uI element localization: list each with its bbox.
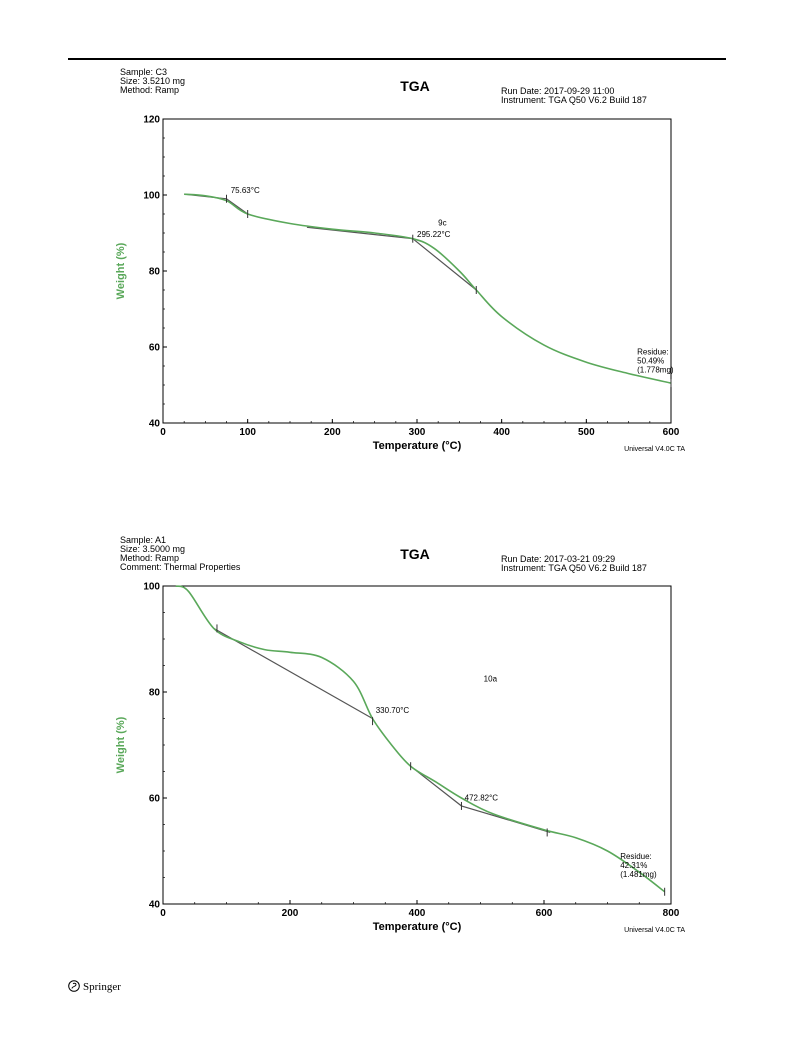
tga-chart-a1-svg — [108, 534, 690, 938]
footer — [68, 980, 121, 993]
header-left-line: Method: Ramp — [120, 553, 180, 563]
x-tick-label: 300 — [408, 427, 426, 438]
residue-label: 50.49% — [637, 356, 665, 366]
tga-chart-c3 — [108, 66, 690, 458]
x-tick-label: 0 — [160, 908, 166, 919]
x-tick-label: 400 — [408, 908, 426, 919]
y-axis-label: Weight (%) — [115, 242, 127, 300]
y-tick-label: 100 — [143, 581, 160, 593]
plot-frame — [163, 119, 671, 423]
y-tick-label: 100 — [143, 190, 160, 202]
y-tick-label: 80 — [148, 687, 160, 699]
chart-title: TGA — [400, 78, 430, 94]
annotation-label: 9c — [438, 218, 447, 228]
residue-label: (1.778mg) — [637, 365, 674, 375]
header-left-line: Method: Ramp — [120, 85, 180, 95]
top-rule — [68, 58, 726, 60]
tangent-line — [307, 227, 476, 290]
y-tick-label: 80 — [148, 266, 160, 278]
x-axis-label: Temperature (°C) — [372, 921, 462, 933]
residue-label: Residue: — [620, 851, 652, 861]
x-tick-label: 400 — [493, 427, 511, 438]
y-tick-label: 120 — [143, 114, 160, 126]
annotation-label: 330.70°C — [375, 706, 410, 716]
chart-title: TGA — [400, 546, 430, 562]
header-left-line: Size: 3.5210 mg — [120, 76, 186, 86]
y-tick-label: 40 — [148, 899, 160, 911]
annotation-label: 75.63°C — [230, 186, 260, 196]
header-left-line: Size: 3.5000 mg — [120, 544, 186, 554]
weight-curve — [176, 586, 665, 892]
header-right-line: Instrument: TGA Q50 V6.2 Build 187 — [501, 563, 647, 573]
annotation-label: 472.82°C — [464, 793, 499, 803]
residue-label: Residue: — [637, 347, 669, 357]
tga-chart-c3-svg — [108, 66, 690, 458]
residue-label: 42.31% — [620, 860, 648, 870]
annotation-label: 295.22°C — [417, 229, 451, 239]
header-right-line: Run Date: 2017-03-21 09:29 — [501, 554, 616, 564]
header-right-line: Run Date: 2017-09-29 11:00 — [501, 86, 615, 96]
x-tick-label: 100 — [239, 427, 257, 438]
annotation-label: 10a — [483, 674, 498, 684]
x-tick-label: 600 — [662, 427, 680, 438]
software-label: Universal V4.0C TA — [624, 927, 685, 934]
x-tick-label: 600 — [535, 908, 553, 919]
residue-label: (1.481mg) — [620, 869, 657, 879]
tga-chart-a1 — [108, 534, 690, 938]
y-tick-label: 60 — [148, 342, 160, 354]
x-axis-label: Temperature (°C) — [372, 440, 462, 452]
x-tick-label: 0 — [160, 427, 166, 438]
y-tick-label: 40 — [148, 418, 160, 430]
x-tick-label: 200 — [323, 427, 341, 438]
x-tick-label: 500 — [577, 427, 595, 438]
y-tick-label: 60 — [148, 793, 160, 805]
header-left-line: Sample: A1 — [120, 535, 167, 545]
springer-logo-icon — [68, 980, 80, 992]
header-right-line: Instrument: TGA Q50 V6.2 Build 187 — [501, 95, 647, 105]
plot-frame — [163, 586, 671, 904]
weight-curve — [184, 194, 671, 383]
x-tick-label: 800 — [662, 908, 680, 919]
y-axis-label: Weight (%) — [115, 716, 127, 774]
header-left-line: Sample: C3 — [120, 67, 168, 77]
header-left-line: Comment: Thermal Properties — [120, 562, 241, 572]
publisher-name: Springer — [83, 981, 121, 993]
software-label: Universal V4.0C TA — [624, 446, 685, 453]
x-tick-label: 200 — [281, 908, 299, 919]
tangent-line — [214, 628, 373, 718]
